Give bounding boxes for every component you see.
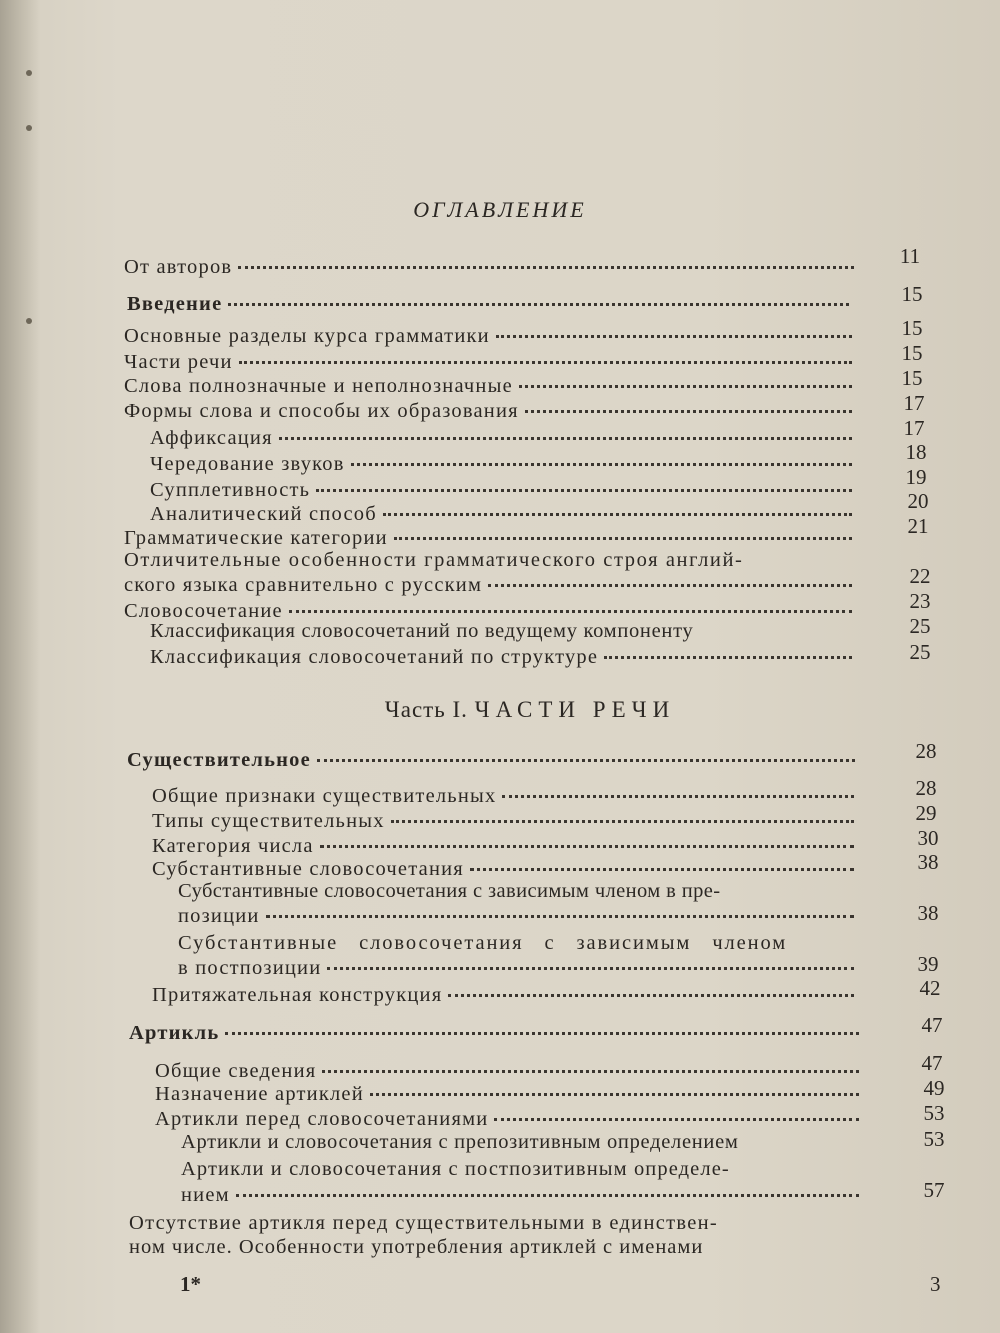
page-number: 53 <box>923 1127 945 1151</box>
leader-dots <box>228 303 849 306</box>
page-number: 47 <box>921 1051 943 1075</box>
toc-entry-wrapped[interactable]: Отсутствие артикля перед существительными в единствен- <box>129 1212 719 1234</box>
toc-subentry[interactable]: Классификация словосочетаний по структуре <box>150 646 858 674</box>
toc-subsubentry-continued[interactable]: нием <box>181 1184 865 1212</box>
leader-dots <box>238 266 854 269</box>
part-name: ЧАСТИ РЕЧИ <box>474 697 676 722</box>
toc-subsubentry-continued[interactable]: в постпозиции <box>178 957 860 985</box>
leader-dots <box>525 410 852 413</box>
toc-subsubentry[interactable]: Артикли и словосочетания с препозитивным определением <box>181 1131 739 1153</box>
leader-dots <box>502 795 854 798</box>
toc-section[interactable]: Введение <box>127 293 855 321</box>
toc-subsubentry-wrapped[interactable]: Артикли и словосочетания с постпозитивным определе- <box>181 1158 730 1180</box>
toc-subentry[interactable]: Субстантивные словосочетания <box>152 858 860 886</box>
toc-subsubentry-wrapped[interactable]: Субстантивные словосочетания с зависимым членом <box>178 932 788 954</box>
part-prefix: Часть I. <box>384 697 468 722</box>
page-number: 17 <box>903 391 925 415</box>
page-number: 15 <box>901 316 923 340</box>
page-number: 15 <box>901 366 923 390</box>
toc-section[interactable]: Артикль <box>129 1022 865 1050</box>
page-number: 18 <box>905 440 927 464</box>
toc-subentry[interactable]: Общие признаки существительных <box>152 785 860 813</box>
leader-dots <box>383 513 852 516</box>
leader-dots <box>317 759 855 762</box>
toc-entry-continued[interactable]: ского языка сравнительно с русским <box>124 574 858 602</box>
toc-entry[interactable]: Формы слова и способы их образования <box>124 400 858 428</box>
toc-subsubentry-continued[interactable]: позиции <box>178 905 860 933</box>
leader-dots <box>289 610 852 613</box>
leader-dots <box>470 868 854 871</box>
page-number: 38 <box>917 850 939 874</box>
page-number: 21 <box>907 514 929 538</box>
leader-dots <box>391 820 854 823</box>
leader-dots <box>604 656 852 659</box>
page-number: 19 <box>905 465 927 489</box>
page-number: 25 <box>909 614 931 638</box>
toc-entry-wrapped[interactable]: ном числе. Особенности употребления артиклей с именами <box>129 1236 704 1258</box>
folio-number: 3 <box>930 1272 941 1296</box>
toc-section[interactable]: Существительное <box>127 749 861 777</box>
toc-subsubentry-wrapped[interactable]: Субстантивные словосочетания с зависимым членом в пре- <box>178 880 721 902</box>
toc-subentry[interactable]: Притяжательная конструкция <box>152 984 860 1012</box>
toc-subentry[interactable]: Назначение артиклей <box>155 1083 865 1111</box>
toc-entry[interactable]: Грамматические категории <box>124 527 858 555</box>
page-number: 25 <box>909 640 931 664</box>
page-number: 28 <box>915 776 937 800</box>
toc-title: ОГЛАВЛЕНИЕ <box>413 197 587 222</box>
leader-dots <box>394 537 852 540</box>
page-number: 11 <box>899 244 921 268</box>
page-number: 29 <box>915 801 937 825</box>
toc-entry[interactable]: Части речи <box>124 351 858 379</box>
leader-dots <box>266 915 854 918</box>
toc-subentry[interactable]: Общие сведения <box>155 1060 865 1088</box>
leader-dots <box>279 437 852 440</box>
page-number: 53 <box>923 1101 945 1125</box>
toc-subentry[interactable]: Классификация словосочетаний по ведущему компоненту <box>150 620 694 642</box>
leader-dots <box>320 845 854 848</box>
leader-dots <box>494 1118 859 1121</box>
page-number: 22 <box>909 564 931 588</box>
page-number: 15 <box>901 341 923 365</box>
page-number: 30 <box>917 826 939 850</box>
toc-subentry[interactable]: Категория числа <box>152 835 860 863</box>
leader-dots <box>316 489 852 492</box>
signature-mark: 1* <box>180 1272 201 1296</box>
page-number: 20 <box>907 489 929 513</box>
leader-dots <box>488 584 852 587</box>
leader-dots <box>519 385 852 388</box>
leader-dots <box>370 1093 859 1096</box>
toc-entry[interactable]: Слова полнозначные и неполнозначные <box>124 375 858 403</box>
page-number: 49 <box>923 1076 945 1100</box>
toc-subentry[interactable]: Типы существительных <box>152 810 860 838</box>
toc-entry[interactable]: От авторов <box>124 256 860 284</box>
page-number: 28 <box>915 739 937 763</box>
page-number: 15 <box>901 282 923 306</box>
toc-entry[interactable]: Основные разделы курса грамматики <box>124 325 858 353</box>
page-number: 42 <box>919 976 941 1000</box>
page-number: 47 <box>921 1013 943 1037</box>
page-number: 39 <box>917 952 939 976</box>
toc-subentry[interactable]: Супплетивность <box>150 479 858 507</box>
leader-dots <box>322 1070 859 1073</box>
leader-dots <box>239 361 852 364</box>
toc-subentry[interactable]: Артикли перед словосочетаниями <box>155 1108 865 1136</box>
leader-dots <box>496 335 852 338</box>
leader-dots <box>327 967 854 970</box>
leader-dots <box>351 463 852 466</box>
toc-entry-wrapped[interactable]: Отличительные особенности грамматического строя англий- <box>124 549 744 571</box>
leader-dots <box>225 1032 859 1035</box>
leader-dots <box>448 994 854 997</box>
toc-entry[interactable]: Словосочетание <box>124 600 858 628</box>
page-number: 23 <box>909 589 931 613</box>
toc-subentry[interactable]: Аффиксация <box>150 427 858 455</box>
page-number: 17 <box>903 416 925 440</box>
leader-dots <box>236 1194 859 1197</box>
page-number: 57 <box>923 1178 945 1202</box>
page-number: 38 <box>917 901 939 925</box>
toc-subentry[interactable]: Чередование звуков <box>150 453 858 481</box>
toc-subentry[interactable]: Аналитический способ <box>150 503 858 531</box>
